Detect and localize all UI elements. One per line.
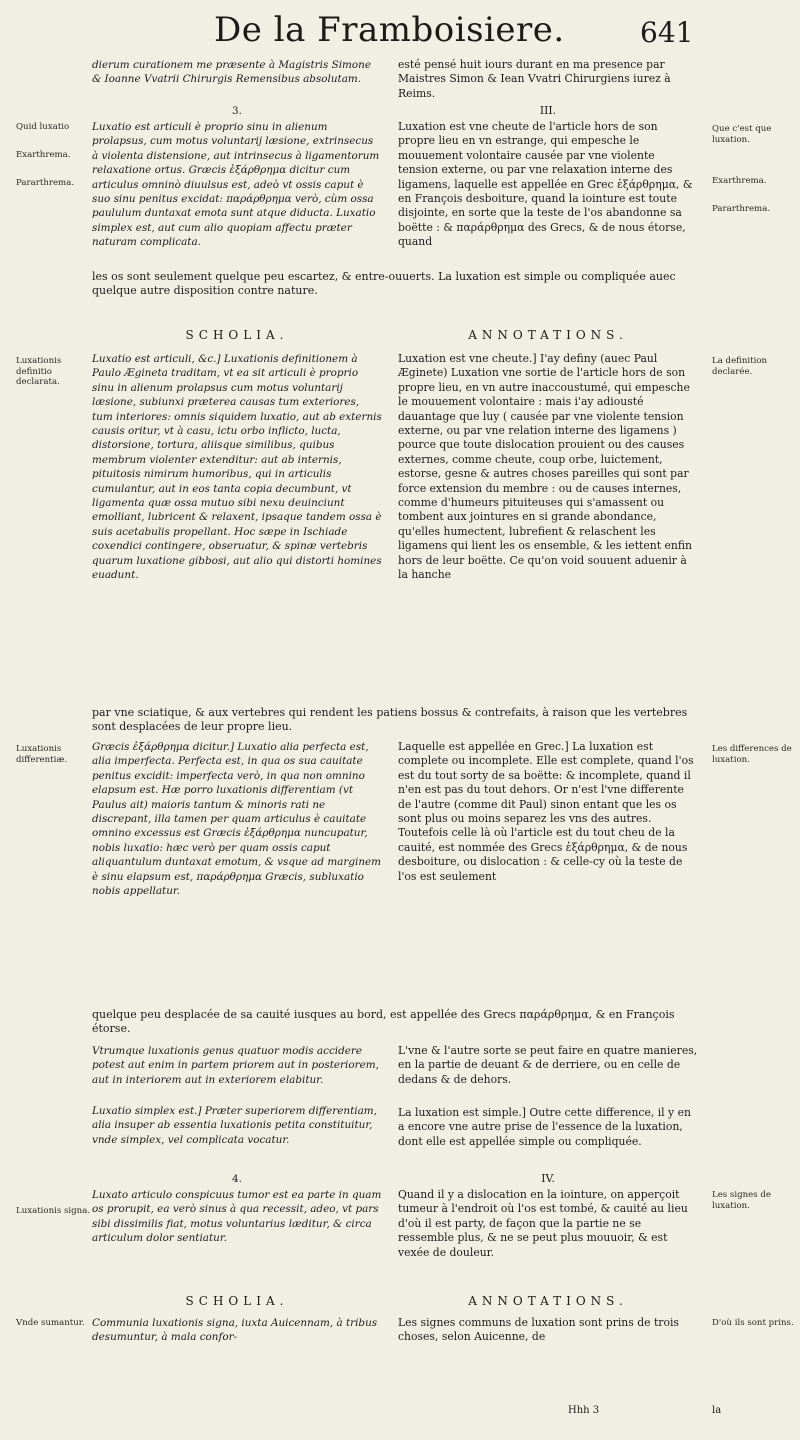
scholia-heading-2: SCHOLIA. xyxy=(185,1294,289,1308)
margin-note-exarthrema-left: Exarthrema. xyxy=(16,150,71,160)
margin-note-luxationis-signa: Luxationis signa. xyxy=(16,1206,91,1216)
scholia-heading: SCHOLIA. xyxy=(185,328,289,342)
french-text-luxation: Luxation est vne cheute de l'article hors de son propre lieu en vn estrange, qui empesche le mouuement volontaire causée par vne violente tension externe, ou par vne relaxation interne des ligamens, laquelle est appellée en Grec ἐξάρθρημα, & en François desboiture, quand la iointure est toute disjointe, en sorte que la teste de l'os abandonne sa boëtte : & παράρθρημα des Grecs, & de nous étorse, quand xyxy=(398,120,693,249)
full-width-text-3: quelque peu desplacée de sa cauité iusques au bord, est appellée des Grecs παράρθρημα, & en François étorse. xyxy=(92,1008,675,1036)
scholia-communia: Communia luxationis signa, iuxta Auicennam, à tribus desumuntur, à mala confor- xyxy=(92,1317,378,1344)
annotation-four-modes: L'vne & l'autre sorte se peut faire en quatre manieres, en la partie de deuant & de derriere, ou en celle de dedans & de dehors. xyxy=(398,1044,698,1086)
section-number-IV: IV. xyxy=(541,1172,555,1185)
catchword: la xyxy=(712,1405,722,1416)
full-width-text-2: par vne sciatique, & aux vertebres qui rendent les patiens bossus & contrefaits, à raison que les vertebres sont desplacées de leur propre lieu. xyxy=(92,706,688,734)
scholia-differences: Græcis ἐξάρθρημα dicitur.] Luxatio alia perfecta est, alia imperfecta. Perfecta est, in qua os sua cauitate penitus excidit: imperfecta verò, in qua non omnino elapsum est. Hæ porro luxationis differentiam (vt Paulus ait) maioris tantum & minoris rati ne discrepant, illa tamen per quam articulus è cauitate omnino excessus est Græcis ἐξάρθρημα nuncupatur, nobis luxatio: hæc verò per quam ossis caput aliquantulum duntaxat emotum, & vsque ad marginem è sinu elapsum est, παράρθρημα Græcis, subluxatio nobis appellatur. xyxy=(92,741,382,898)
margin-note-pararthrema-right: Pararthrema. xyxy=(712,204,771,214)
margin-note-vnde-sumantur: Vnde sumantur. xyxy=(16,1318,85,1328)
annotation-signes-communs: Les signes communs de luxation sont prins de trois choses, selon Auicenne, de xyxy=(398,1316,679,1344)
scholia-definition: Luxatio est articuli, &c.] Luxationis definitionem à Paulo Ægineta traditam, vt ea sit articuli è proprio sinu in alienum prolapsus cum motus voluntarij læsione, subiunxi præterea causas tum exteriores, tum interiores: omnis siquidem luxatio, aut ab externis causis oritur, vt à casu, ictu orbo inflicto, lucta, distorsione, tortura, aliisque similibus, quibus membrum violenter extenditur: aut ab internis, pituitosis nimirum humoribus, qui in articulis cumulantur, aut in eos tanta copia decumbunt, vt ligamenta quæ ossa mutuo sibi nexu deuinciunt emolliant, lubricent & relaxent, ipsaque tandem ossa è suis acetabulis propellant. Hoc sæpe in Ischiade coxendici contingere, obseruatur, & spinæ vertebris quarum luxatione gibbosi, aut alio qui distorti homines euadunt. xyxy=(92,353,382,582)
margin-note-que-cest: Que c'est que luxation. xyxy=(712,124,772,145)
french-continuation: esté pensé huit iours durant en ma presence par Maistres Simon & Iean Vvatri Chirurgiens iurez à Reims. xyxy=(398,58,671,100)
margin-note-les-signes: Les signes de luxation. xyxy=(712,1190,771,1211)
margin-note-dou-prins: D'où ils sont prins. xyxy=(712,1318,794,1328)
section-number-3: 3. xyxy=(232,105,242,117)
french-text-signes: Quand il y a dislocation en la iointure, on apperçoit tumeur à l'endroit où l'os est tombé, & cauité au lieu d'où il est party, de façon que la partie ne se ressemble plus, & ne se peut plus mouuoir, & est vexée de douleur. xyxy=(398,1188,688,1259)
running-title: De la Framboisiere. xyxy=(214,10,565,50)
margin-note-pararthrema-left: Pararthrema. xyxy=(16,178,75,188)
scholia-simplex: Luxatio simplex est.] Præter superiorem differentiam, alia insuper ab essentia luxationis petita constituitur, vnde simplex, vel complicata vocatur. xyxy=(92,1105,377,1146)
margin-note-luxationis-differentiae: Luxationis differentiæ. xyxy=(16,744,68,765)
section-number-III: III. xyxy=(539,104,557,117)
margin-note-exarthrema-right: Exarthrema. xyxy=(712,176,767,186)
scholia-four-modes: Vtrumque luxationis genus quatuor modis accidere potest aut enim in partem priorem aut in posteriorem, aut in interiorem aut in exteriorem elabitur. xyxy=(92,1045,379,1086)
annotation-differences: Laquelle est appellée en Grec.] La luxation est complete ou incomplete. Elle est complete, quand l'os est du tout sorty de sa boëtte: & incomplete, quand il n'en est pas du tout dehors. Or n'est l'vne differente de l'autre (comme dit Paul) sinon entant que les os sont plus ou moins separez les vns des autres. Toutefois celle là où l'article est du tout cheu de la cauité, est nommée des Grecs ἐξάρθρημα, & de nous desboiture, ou dislocation : & celle-cy où la teste de l'os est seulement xyxy=(398,740,694,883)
latin-continuation: dierum curationem me præsente à Magistris Simone & Ioanne Vvatrii Chirurgis Remensibus absolutam. xyxy=(92,59,371,86)
margin-note-la-definition: La definition declarée. xyxy=(712,356,768,377)
page-number: 641 xyxy=(640,16,694,49)
annotation-definition: Luxation est vne cheute.] I'ay definy (auec Paul Æginete) Luxation vne sortie de l'article hors de son propre lieu, en vn autre inaccoustumé, qui empesche le mouuement volontaire : mais i'ay adiousté dauantage que luy ( causée par vne violente tension externe, ou par vne relation interne des ligamens ) pource que toute dislocation prouient ou des causes externes, comme cheute, coup orbe, luictement, estorse, gesne & autres choses pareilles qui sont par force extension du membre : ou de causes internes, comme d'humeurs pituiteuses qui s'amassent ou tombent aux jointures en si grande abondance, qu'elles humectent, lubrefient & relaschent les ligamens qui lient les os ensemble, & les iettent enfin hors de leur boëtte. Ce qu'on void souuent aduenir à la hanche xyxy=(398,352,692,582)
annotations-heading-2: ANNOTATIONS. xyxy=(468,1294,628,1308)
running-header xyxy=(0,8,800,48)
margin-note-luxationis-definitio: Luxationis definitio declarata. xyxy=(16,356,62,387)
signature-mark: Hhh 3 xyxy=(568,1405,600,1416)
margin-note-quid-luxatio: Quid luxatio xyxy=(16,122,70,132)
margin-note-les-differences: Les differences de luxation. xyxy=(712,744,792,765)
full-width-text-1: les os sont seulement quelque peu escartez, & entre-ouuerts. La luxation est simple ou compliquée auec quelque autre disposition contre nature. xyxy=(92,270,676,298)
latin-text-luxatio: Luxatio est articuli è proprio sinu in alienum prolapsus, cum motus voluntarij læsione, extrinsecus à violenta distensione, aut intrinsecus à ligamentorum relaxatione ortus. Græcis ἐξάρθρημα dicitur cum articulus omninò diuulsus est, adeò vt ossis caput è suo sinu penitus excidat: παράρθρημα verò, cùm ossa paululum duntaxat emota sunt atque diducta. Luxatio simplex est, aut cum alio quopiam affectu præter naturam complicata. xyxy=(92,121,380,249)
latin-text-signa: Luxato articulo conspicuus tumor est ea parte in quam os prorupit, ea verò sinus à qua recessit, adeo, vt pars sibi dissimilis fiat, motus voluntarius læditur, & circa articulum dolor sentiatur. xyxy=(92,1189,382,1245)
annotations-heading: ANNOTATIONS. xyxy=(468,328,628,342)
section-number-4: 4. xyxy=(232,1173,242,1185)
annotation-simple: La luxation est simple.] Outre cette difference, il y en a encore vne autre prise de l'essence de la luxation, dont elle est appellée simple ou compliquée. xyxy=(398,1106,691,1148)
